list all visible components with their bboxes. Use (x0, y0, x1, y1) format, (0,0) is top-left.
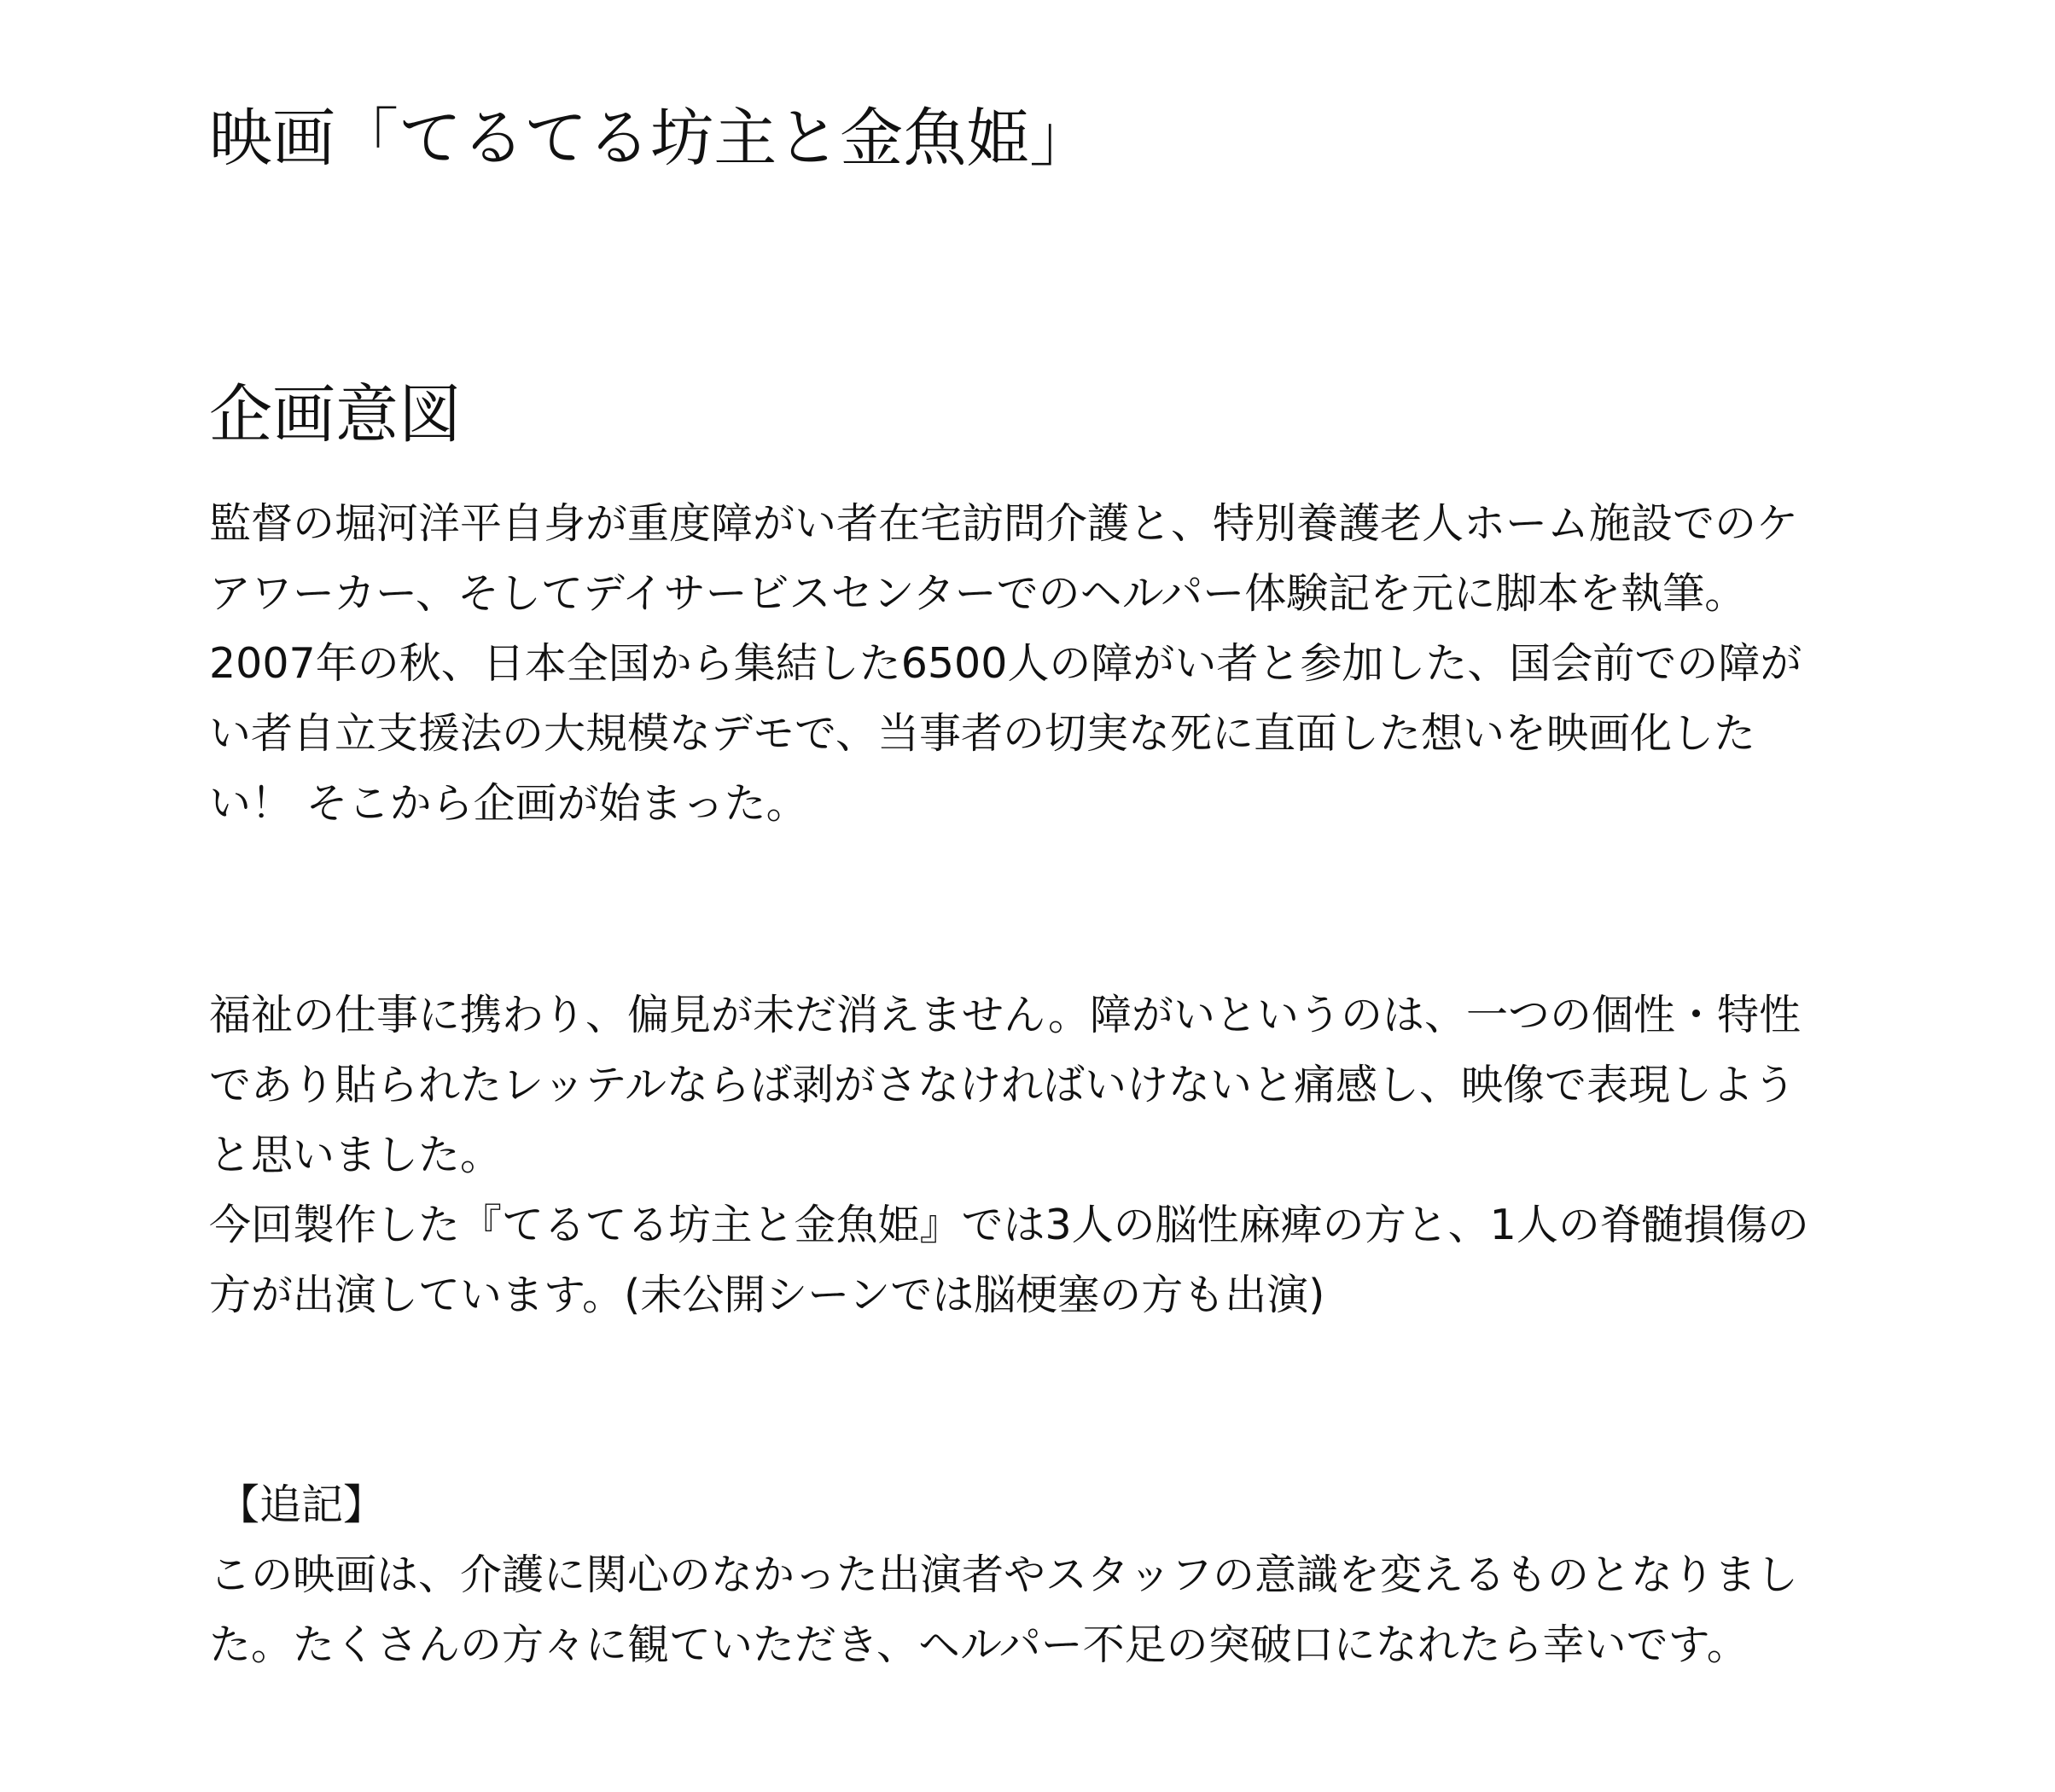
paragraph-planning-intent (209, 489, 1873, 839)
text-line: い！ そこから企画が始まった。 (209, 779, 808, 828)
page-title: 映画「てるてる坊主と金魚姫」 (209, 102, 1093, 175)
text-line: 今回製作した『てるてる坊主と金魚姫』では3人の脳性麻痺の方と、1人の脊髄損傷の (209, 1201, 1809, 1249)
text-line: この映画は、介護に関心のなかった出演者やスタッフの意識を変えるものとなりまし (209, 1551, 1799, 1599)
text-line: と思いました。 (209, 1131, 503, 1179)
text-line: 福祉の仕事に携わり、偏見が未だ消えません。障がいというのは、一つの個性・特性 (209, 991, 1801, 1039)
paragraph-welfare (209, 980, 1873, 1330)
paragraph-postscript (209, 1470, 1873, 1680)
text-line: 2007年の秋、日本全国から集結した6500人の障がい者と参加した、国会前での障が (209, 639, 1802, 688)
section-heading: 企画意図 (209, 378, 462, 451)
text-line: 監督の堀河洋平自身が重度障がい者在宅訪問介護と、特別養護老人ホーム施設でのケ (209, 499, 1799, 548)
text-line: 方が出演しています。(未公開シーンでは脳梗塞の方も出演) (209, 1271, 1325, 1319)
postscript-label: 【追記】 (218, 1481, 386, 1529)
text-line: であり貼られたレッテルならば剥がさなければいけないと痛感し、映像で表現しよう (209, 1061, 1796, 1109)
text-line: アワーカー、そしてデイサービスセンターでのヘルパー体験記を元に脚本を執筆。 (209, 569, 1747, 618)
text-line: た。たくさんの方々に観ていただき、ヘルパー不足の突破口になれたら幸いです。 (209, 1620, 1749, 1669)
text-line: い者自立支援法の大規模なデモで、当事者の切実な死に直面した想いを映画化した (209, 709, 1756, 758)
